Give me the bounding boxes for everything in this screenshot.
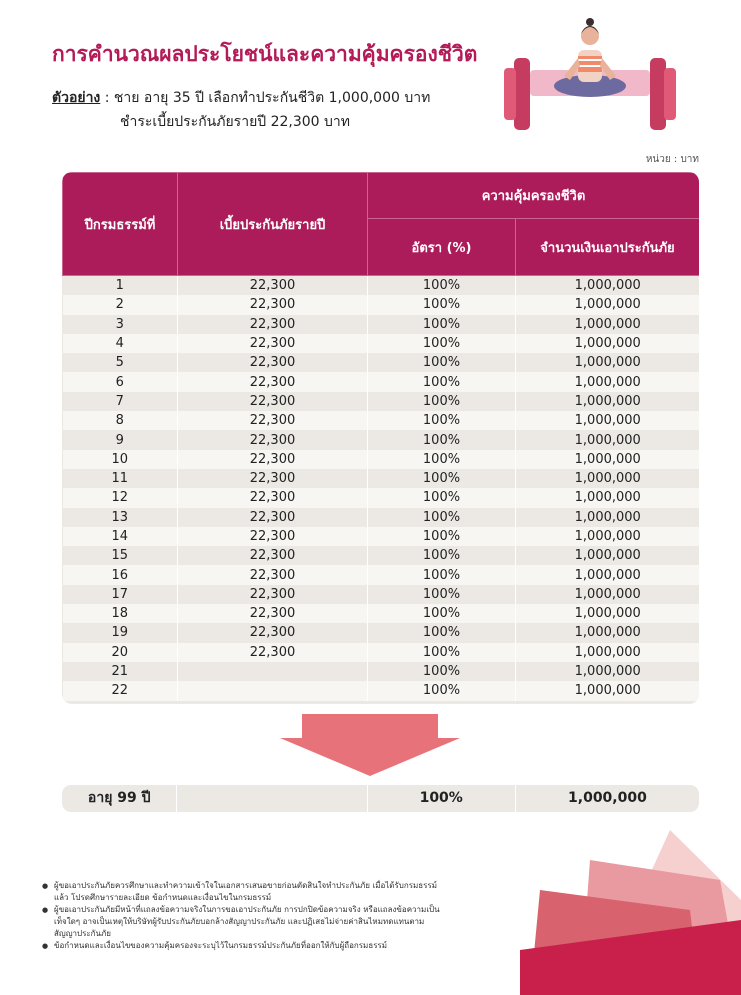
decorative-cards-graphic <box>520 830 741 995</box>
down-arrow-icon <box>280 714 460 776</box>
header-annual-premium: เบี้ยประกันภัยรายปี <box>178 173 368 276</box>
table-row <box>63 353 700 372</box>
cell-sum-insured: 1,000,000 <box>516 353 700 372</box>
cell-year: 12 <box>63 488 178 507</box>
cell-premium: 22,300 <box>178 508 368 527</box>
note-item: ● ผู้ขอเอาประกันภัยควรศึกษาและทำความเข้าใจในเอกสารเสนอขายก่อนตัดสินใจทำประกันภัย เมื่อได้รับกรมธรรม์แล้ว โปรดศึกษารายละเอียด ข้อกำหนดและเงื่อนไขในกรมธรรม์ <box>42 880 442 904</box>
cell-year: 6 <box>63 372 178 391</box>
header-sum-insured: จำนวนเงินเอาประกันภัย <box>516 219 700 276</box>
cell-premium: 22,300 <box>178 450 368 469</box>
table-row <box>63 508 700 527</box>
cell-sum-insured: 1,000,000 <box>516 334 700 353</box>
benefit-table-grid <box>62 172 699 701</box>
table-row <box>63 643 700 662</box>
cell-year: 18 <box>63 604 178 623</box>
cell-premium <box>178 662 368 681</box>
cell-premium: 22,300 <box>178 643 368 662</box>
table-body <box>63 276 700 701</box>
table-row <box>63 662 700 681</box>
cell-year: 8 <box>63 411 178 430</box>
cell-premium: 22,300 <box>178 623 368 642</box>
table-row <box>63 430 700 449</box>
cell-sum-insured: 1,000,000 <box>516 508 700 527</box>
cell-sum-insured: 1,000,000 <box>516 623 700 642</box>
cell-premium: 22,300 <box>178 546 368 565</box>
cell-rate: 100% <box>368 392 516 411</box>
table-row <box>63 488 700 507</box>
cell-sum-insured: 1,000,000 <box>516 546 700 565</box>
cell-sum-insured: 1,000,000 <box>516 430 700 449</box>
cell-year: 22 <box>63 681 178 700</box>
example-label: ตัวอย่าง <box>52 90 101 106</box>
cell-rate: 100% <box>368 643 516 662</box>
cell-sum-insured: 1,000,000 <box>516 295 700 314</box>
cell-premium: 22,300 <box>178 585 368 604</box>
cell-rate: 100% <box>368 546 516 565</box>
cell-rate: 100% <box>368 681 516 700</box>
cell-sum-insured: 1,000,000 <box>516 469 700 488</box>
cell-premium: 22,300 <box>178 276 368 296</box>
table-row <box>63 372 700 391</box>
cell-year: 20 <box>63 643 178 662</box>
cell-sum-insured: 1,000,000 <box>516 488 700 507</box>
cell-year: 16 <box>63 565 178 584</box>
cell-rate: 100% <box>368 604 516 623</box>
cell-rate: 100% <box>368 315 516 334</box>
cell-rate: 100% <box>368 565 516 584</box>
table-row <box>63 450 700 469</box>
cell-sum-insured: 1,000,000 <box>516 411 700 430</box>
cell-sum-insured: 1,000,000 <box>516 662 700 681</box>
cell-premium: 22,300 <box>178 604 368 623</box>
summary-sum-insured: 1,000,000 <box>515 785 699 812</box>
cell-premium: 22,300 <box>178 334 368 353</box>
cell-year: 2 <box>63 295 178 314</box>
note-item: ● ผู้ขอเอาประกันภัยมีหน้าที่แถลงข้อความจริงในการขอเอาประกันภัย การปกปิดข้อความจริง หรือแถลงข้อความเป็นเท็จใดๆ อาจเป็นเหตุให้บริษัทผู้รับประกันภัยบอกล้างสัญญาประกันภัย และปฏิเสธไม่จ่ายค่าสินไหมทดแทนตามสัญญาประกันภัย <box>42 904 442 940</box>
table-row <box>63 315 700 334</box>
cell-year: 19 <box>63 623 178 642</box>
summary-age: อายุ 99 ปี <box>87 790 151 806</box>
cell-year: 17 <box>63 585 178 604</box>
cell-premium: 22,300 <box>178 430 368 449</box>
cell-rate: 100% <box>368 372 516 391</box>
table-row <box>63 565 700 584</box>
cell-rate: 100% <box>368 508 516 527</box>
cell-year: 4 <box>63 334 178 353</box>
cell-sum-insured: 1,000,000 <box>516 643 700 662</box>
cell-premium: 22,300 <box>178 527 368 546</box>
cell-year: 11 <box>63 469 178 488</box>
cell-premium: 22,300 <box>178 488 368 507</box>
cell-sum-insured: 1,000,000 <box>516 681 700 700</box>
cell-rate: 100% <box>368 334 516 353</box>
cell-premium: 22,300 <box>178 411 368 430</box>
cell-year: 21 <box>63 662 178 681</box>
cell-sum-insured: 1,000,000 <box>516 585 700 604</box>
cell-rate: 100% <box>368 430 516 449</box>
cell-rate: 100% <box>368 662 516 681</box>
table-row <box>63 295 700 314</box>
cell-sum-insured: 1,000,000 <box>516 450 700 469</box>
cell-premium: 22,300 <box>178 372 368 391</box>
cell-premium: 22,300 <box>178 295 368 314</box>
benefit-table <box>62 172 699 704</box>
cell-year: 9 <box>63 430 178 449</box>
table-row <box>63 623 700 642</box>
cell-premium: 22,300 <box>178 353 368 372</box>
example-line-1 <box>52 86 430 110</box>
cell-year: 10 <box>63 450 178 469</box>
cell-sum-insured: 1,000,000 <box>516 276 700 296</box>
cell-year: 15 <box>63 546 178 565</box>
header-life-coverage: ความคุ้มครองชีวิต <box>368 173 700 219</box>
table-row <box>63 276 700 296</box>
cell-rate: 100% <box>368 353 516 372</box>
summary-premium <box>176 785 366 812</box>
header-rate: อัตรา (%) <box>368 219 516 276</box>
cell-premium: 22,300 <box>178 469 368 488</box>
cell-rate: 100% <box>368 411 516 430</box>
example-block <box>52 86 430 134</box>
example-text-2: ชำระเบี้ยประกันภัยรายปี 22,300 บาท <box>120 114 351 130</box>
note-item: ● ข้อกำหนดและเงื่อนไขของความคุ้มครองจะระบุไว้ในกรมธรรม์ประกันภัยที่ออกให้กับผู้ถือกรมธรรม์ <box>42 940 442 952</box>
header-policy-year: ปีกรมธรรม์ที่ <box>63 173 178 276</box>
cell-year: 14 <box>63 527 178 546</box>
table-row <box>63 546 700 565</box>
table-row <box>63 392 700 411</box>
cell-sum-insured: 1,000,000 <box>516 315 700 334</box>
disclaimer-notes <box>42 880 442 952</box>
unit-label: หน่วย : บาท <box>645 154 699 165</box>
cell-rate: 100% <box>368 623 516 642</box>
summary-rate: 100% <box>367 785 515 812</box>
cell-premium: 22,300 <box>178 315 368 334</box>
cell-year: 3 <box>63 315 178 334</box>
cell-sum-insured: 1,000,000 <box>516 392 700 411</box>
cell-sum-insured: 1,000,000 <box>516 565 700 584</box>
cell-year: 13 <box>63 508 178 527</box>
summary-row <box>62 785 699 812</box>
yoga-barbell-illustration <box>500 10 680 140</box>
table-row <box>63 469 700 488</box>
cell-rate: 100% <box>368 527 516 546</box>
cell-rate: 100% <box>368 488 516 507</box>
cell-sum-insured: 1,000,000 <box>516 372 700 391</box>
example-text-1: ชาย อายุ 35 ปี เลือกทำประกันชีวิต 1,000,000 บาท <box>113 90 431 106</box>
table-row <box>63 604 700 623</box>
cell-sum-insured: 1,000,000 <box>516 527 700 546</box>
table-row <box>63 334 700 353</box>
cell-rate: 100% <box>368 276 516 296</box>
cell-year: 5 <box>63 353 178 372</box>
example-separator: : <box>100 90 114 106</box>
table-row <box>63 527 700 546</box>
cell-premium: 22,300 <box>178 565 368 584</box>
table-row <box>63 585 700 604</box>
cell-sum-insured: 1,000,000 <box>516 604 700 623</box>
cell-year: 7 <box>63 392 178 411</box>
cell-premium <box>178 681 368 700</box>
table-row <box>63 411 700 430</box>
cell-premium: 22,300 <box>178 392 368 411</box>
cell-year: 1 <box>63 276 178 296</box>
cell-rate: 100% <box>368 450 516 469</box>
table-row <box>63 681 700 700</box>
cell-rate: 100% <box>368 295 516 314</box>
cell-rate: 100% <box>368 469 516 488</box>
page-title: การคำนวณผลประโยชน์และความคุ้มครองชีวิต <box>52 42 478 66</box>
cell-rate: 100% <box>368 585 516 604</box>
